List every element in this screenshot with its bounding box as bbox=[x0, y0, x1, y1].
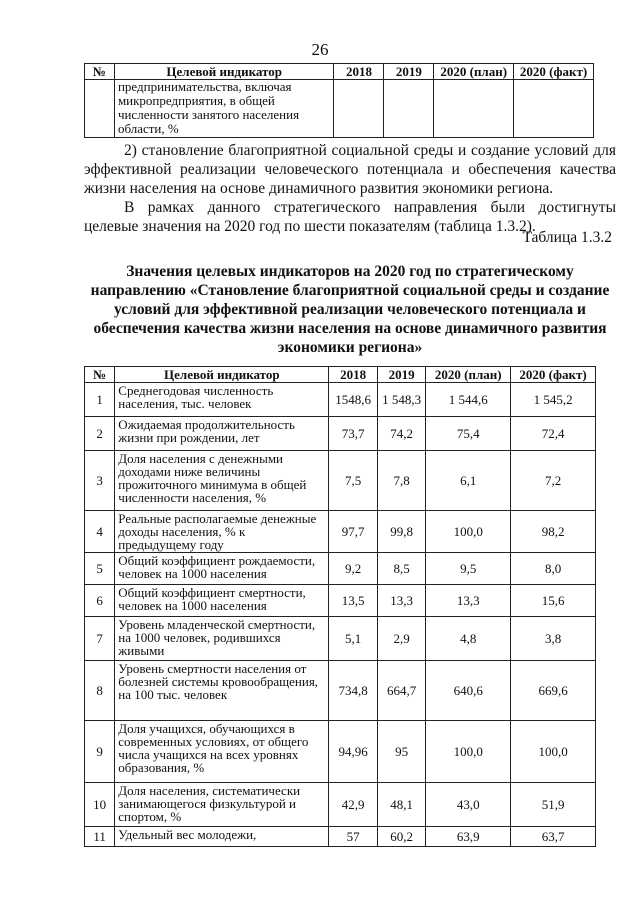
value-cell bbox=[514, 80, 594, 138]
value-2019: 2,9 bbox=[377, 617, 425, 661]
table-row bbox=[85, 617, 596, 661]
table-caption: Таблица 1.3.2 bbox=[522, 229, 612, 246]
value-2020-fact: 669,6 bbox=[511, 661, 596, 721]
table-row bbox=[85, 451, 596, 511]
continuation-table bbox=[84, 63, 594, 138]
value-2019: 8,5 bbox=[377, 553, 425, 585]
indicator-cell: Ожидаемая продолжительность жизни при рождении, лет bbox=[115, 417, 329, 451]
header-cell: 2018 bbox=[334, 64, 384, 80]
value-2018: 5,1 bbox=[329, 617, 377, 661]
value-2020-plan: 1 544,6 bbox=[426, 383, 511, 417]
row-number: 4 bbox=[85, 511, 115, 553]
value-2020-plan: 43,0 bbox=[426, 783, 511, 827]
table-row bbox=[85, 383, 596, 417]
value-2020-fact: 72,4 bbox=[511, 417, 596, 451]
table-row bbox=[85, 783, 596, 827]
header-cell: Целевой индикатор bbox=[115, 367, 329, 383]
indicator-cell: Удельный вес молодежи, bbox=[115, 827, 329, 847]
row-number bbox=[85, 80, 115, 138]
header-cell: № bbox=[85, 367, 115, 383]
value-2020-plan: 4,8 bbox=[426, 617, 511, 661]
row-number: 5 bbox=[85, 553, 115, 585]
value-2020-plan: 640,6 bbox=[426, 661, 511, 721]
row-number: 1 bbox=[85, 383, 115, 417]
value-2019: 74,2 bbox=[377, 417, 425, 451]
header-cell: 2018 bbox=[329, 367, 377, 383]
table-row bbox=[85, 827, 596, 847]
indicator-cell: Уровень младенческой смертности, на 1000 человек, родившихся живыми bbox=[115, 617, 329, 661]
value-2019: 48,1 bbox=[377, 783, 425, 827]
value-2018: 97,7 bbox=[329, 511, 377, 553]
header-cell: 2019 bbox=[377, 367, 425, 383]
row-number: 2 bbox=[85, 417, 115, 451]
value-2019: 60,2 bbox=[377, 827, 425, 847]
indicator-cell: Реальные располагаемые денежные доходы населения, % к предыдущему году bbox=[115, 511, 329, 553]
value-2018: 57 bbox=[329, 827, 377, 847]
value-2019: 664,7 bbox=[377, 661, 425, 721]
value-2020-plan: 6,1 bbox=[426, 451, 511, 511]
table-header-row bbox=[85, 367, 596, 383]
value-2018: 94,96 bbox=[329, 721, 377, 783]
table-row bbox=[85, 553, 596, 585]
indicator-cell: Доля населения с денежными доходами ниже величины прожиточного минимума в общей численности населения, % bbox=[115, 451, 329, 511]
paragraph-1: 2) становление благоприятной социальной среды и создание условий для эффективной реализации человеческого потенциала и обеспечения качества жизни населения на основе динамичного развития экономики региона. bbox=[84, 142, 616, 197]
table-row bbox=[85, 417, 596, 451]
table-row bbox=[85, 511, 596, 553]
value-2018: 734,8 bbox=[329, 661, 377, 721]
value-2020-fact: 3,8 bbox=[511, 617, 596, 661]
value-2018: 73,7 bbox=[329, 417, 377, 451]
row-number: 8 bbox=[85, 661, 115, 721]
value-2019: 95 bbox=[377, 721, 425, 783]
header-cell: 2020 (факт) bbox=[514, 64, 594, 80]
row-number: 9 bbox=[85, 721, 115, 783]
header-cell: 2019 bbox=[384, 64, 434, 80]
value-2020-plan: 9,5 bbox=[426, 553, 511, 585]
table-row bbox=[85, 80, 594, 138]
row-number: 3 bbox=[85, 451, 115, 511]
indicator-cell: Доля населения, систематически занимающегося физкультурой и спортом, % bbox=[115, 783, 329, 827]
header-cell: Целевой индикатор bbox=[114, 64, 334, 80]
indicator-cell: Доля учащихся, обучающихся в современных условиях, от общего числа учащихся на всех уровнях образования, % bbox=[115, 721, 329, 783]
indicator-cell: Уровень смертности населения от болезней системы кровообращения, на 100 тыс. человек bbox=[115, 661, 329, 721]
value-2018: 7,5 bbox=[329, 451, 377, 511]
row-number: 6 bbox=[85, 585, 115, 617]
value-2020-plan: 100,0 bbox=[426, 511, 511, 553]
value-cell bbox=[334, 80, 384, 138]
value-2020-fact: 98,2 bbox=[511, 511, 596, 553]
value-2020-plan: 63,9 bbox=[426, 827, 511, 847]
row-number: 11 bbox=[85, 827, 115, 847]
value-2020-fact: 8,0 bbox=[511, 553, 596, 585]
table-row bbox=[85, 661, 596, 721]
value-2019: 13,3 bbox=[377, 585, 425, 617]
value-2019: 99,8 bbox=[377, 511, 425, 553]
header-cell: 2020 (факт) bbox=[511, 367, 596, 383]
value-2020-fact: 51,9 bbox=[511, 783, 596, 827]
indicator-cell: Общий коэффициент смертности, человек на 1000 населения bbox=[115, 585, 329, 617]
value-2020-fact: 100,0 bbox=[511, 721, 596, 783]
value-2019: 7,8 bbox=[377, 451, 425, 511]
row-number: 10 bbox=[85, 783, 115, 827]
table-header-row bbox=[85, 64, 594, 80]
value-2020-plan: 13,3 bbox=[426, 585, 511, 617]
value-2018: 9,2 bbox=[329, 553, 377, 585]
value-2020-fact: 15,6 bbox=[511, 585, 596, 617]
header-cell: № bbox=[85, 64, 115, 80]
value-2020-fact: 1 545,2 bbox=[511, 383, 596, 417]
value-2018: 1548,6 bbox=[329, 383, 377, 417]
indicator-cell: Общий коэффициент рождаемости, человек на 1000 населения bbox=[115, 553, 329, 585]
value-2020-fact: 63,7 bbox=[511, 827, 596, 847]
value-2020-plan: 100,0 bbox=[426, 721, 511, 783]
indicator-cell: предпринимательства, включая микропредприятия, в общей численности занятого населения области, % bbox=[114, 80, 334, 138]
value-2020-fact: 7,2 bbox=[511, 451, 596, 511]
value-2019: 1 548,3 bbox=[377, 383, 425, 417]
indicator-cell: Среднегодовая численность населения, тыс. человек bbox=[115, 383, 329, 417]
row-number: 7 bbox=[85, 617, 115, 661]
indicators-table bbox=[84, 366, 596, 847]
table-row bbox=[85, 721, 596, 783]
value-2018: 42,9 bbox=[329, 783, 377, 827]
header-cell: 2020 (план) bbox=[426, 367, 511, 383]
paragraph-2: В рамках данного стратегического направления были достигнуты целевые значения на 2020 год по шести показателям (таблица 1.3.2). bbox=[84, 199, 616, 235]
table-row bbox=[85, 585, 596, 617]
value-2020-plan: 75,4 bbox=[426, 417, 511, 451]
header-cell: 2020 (план) bbox=[434, 64, 514, 80]
value-2018: 13,5 bbox=[329, 585, 377, 617]
table-title: Значения целевых индикаторов на 2020 год по стратегическому направлению «Становление благоприятной социальной среды и создание условий для эффективной реализации человеческого потенциала и обеспечения качества жизни населения на основе динамичного развития экономики региона» bbox=[90, 263, 610, 356]
page-number: 26 bbox=[311, 40, 329, 59]
value-cell bbox=[434, 80, 514, 138]
value-cell bbox=[384, 80, 434, 138]
